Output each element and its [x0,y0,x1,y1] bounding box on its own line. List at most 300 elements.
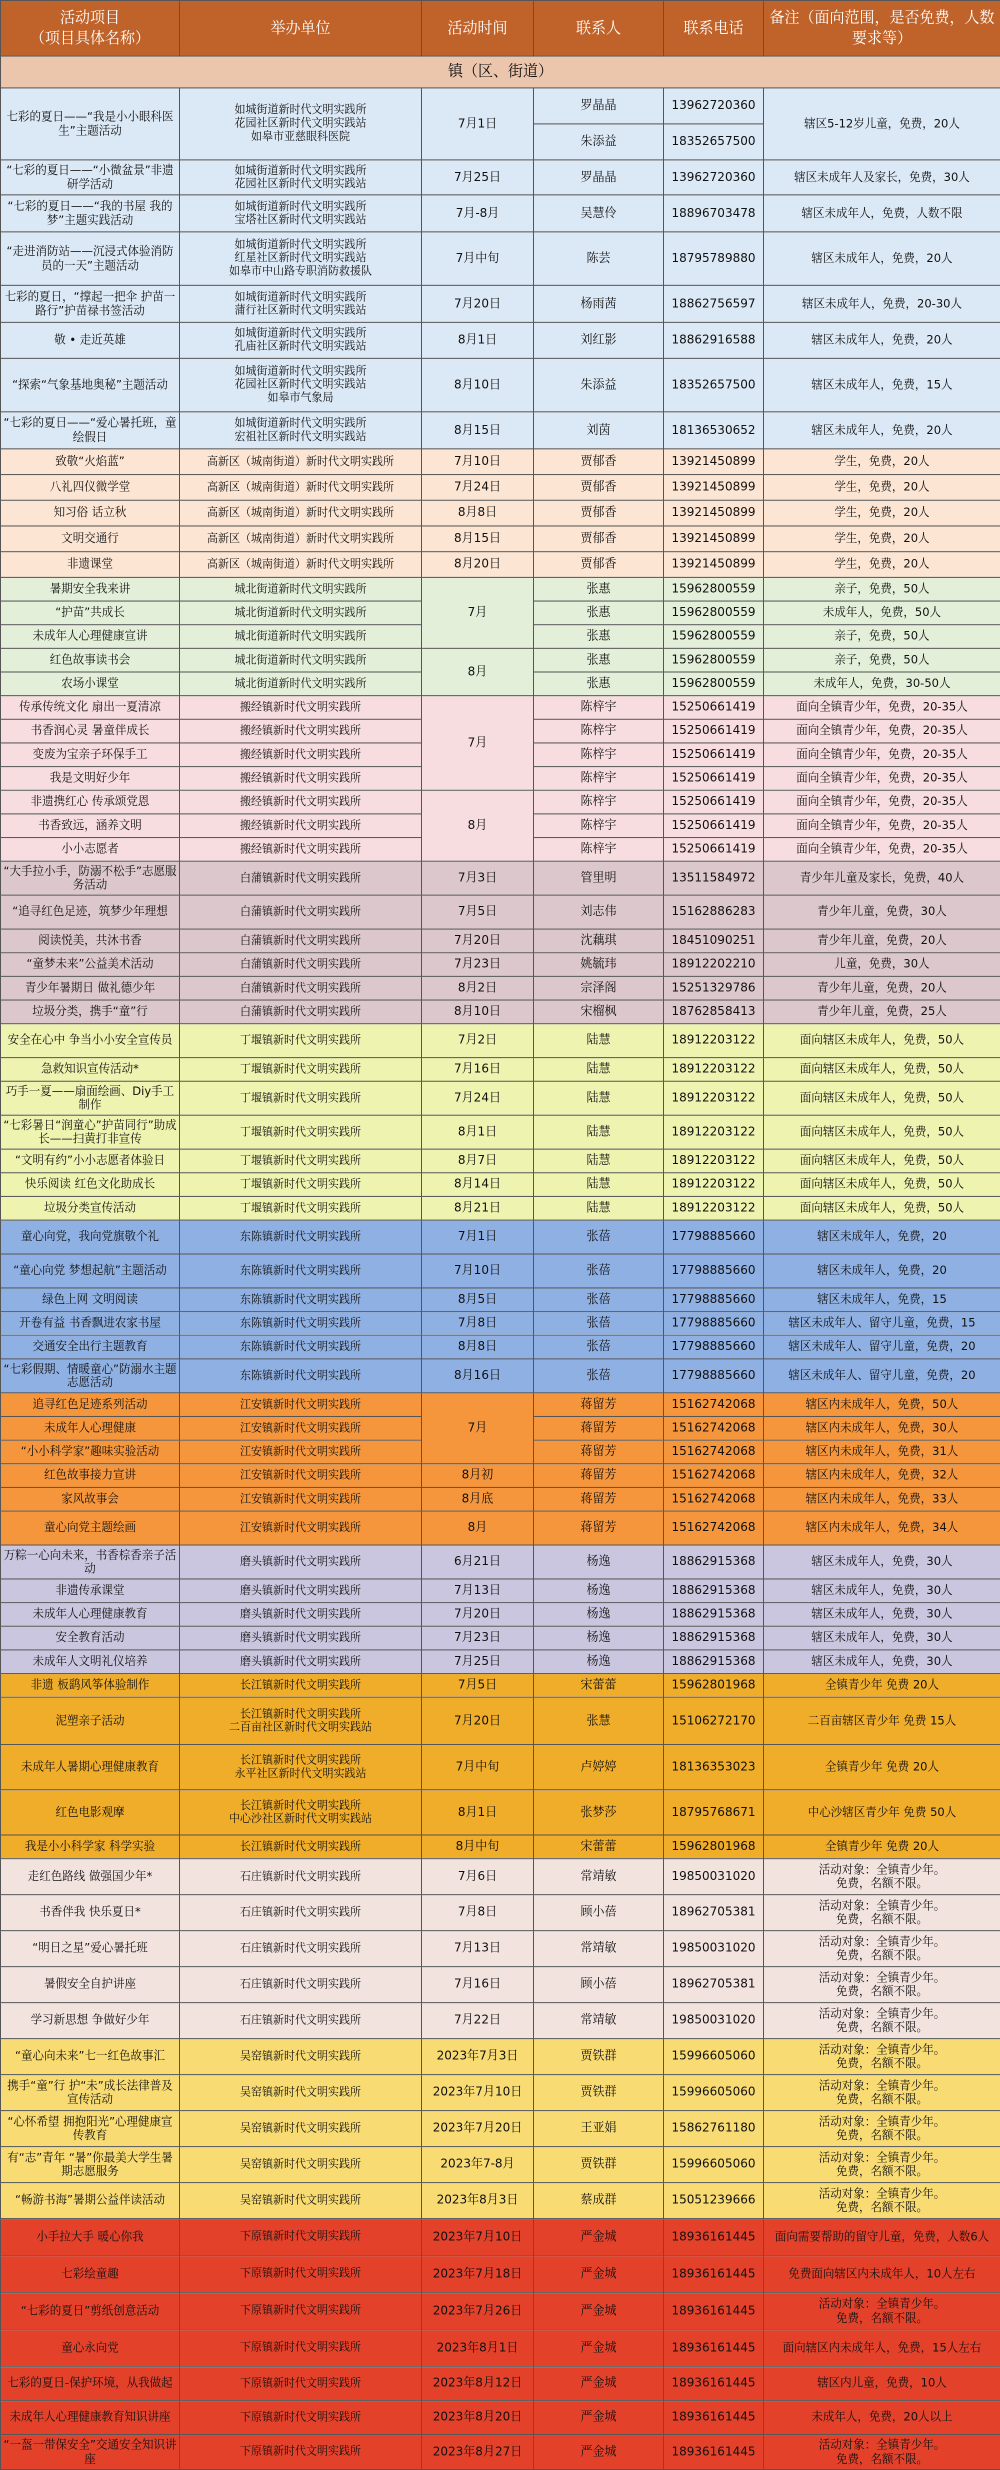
host-unit-cell: 如城街道新时代文明实践所 孔庙社区新时代文明实践站 [180,322,422,358]
contact-person-cell: 常靖敏 [534,2003,664,2039]
host-unit-cell: 吴窑镇新时代文明实践所 [180,2147,422,2183]
project-name-cell: “探索“气象基地奥秘”主题活动 [1,358,180,411]
remark-cell: 活动对象：全镇青少年。 免费，名额不限。 [764,2039,1000,2075]
activity-time-cell: 8月5日 [422,1288,534,1312]
contact-person-cell: 顾小蓓 [534,1895,664,1931]
host-unit-cell: 下原镇新时代文明实践所 [180,2401,422,2435]
activity-time-cell: 7月5日 [422,895,534,929]
activity-time-cell: 7月20日 [422,1697,534,1744]
table-row [1,2293,1000,2330]
activity-time-cell: 2023年7月3日 [422,2039,534,2075]
contact-person-cell: 张惠 [534,672,664,696]
header-host: 举办单位 [180,1,422,57]
remark-cell: 活动对象：全镇青少年。 免费，名额不限。 [764,2075,1000,2111]
project-name-cell: 我是文明好少年 [1,767,180,791]
remark-cell: 辖区未成年人，免费，30人 [764,1650,1000,1674]
phone-cell: 13921450899 [664,500,764,526]
phone-cell: 19850031020 [664,2003,764,2039]
remark-cell: 学生，免费，20人 [764,500,1000,526]
remark-cell: 面向全镇青少年，免费，20-35人 [764,838,1000,862]
table-row [1,1335,1000,1359]
phone-cell: 13511584972 [664,861,764,895]
contact-person-cell: 刘茵 [534,412,664,449]
table-body [1,56,1000,2469]
host-unit-cell: 下原镇新时代文明实践所 [180,2293,422,2330]
contact-person-cell: 宋榴枫 [534,1000,664,1024]
host-unit-cell: 江安镇新时代文明实践所 [180,1487,422,1511]
table-row [1,1081,1000,1115]
remark-cell: 活动对象：全镇青少年。 免费，名额不限。 [764,2293,1000,2330]
remark-cell: 面向需要帮助的留守儿童，免费，人数6人 [764,2219,1000,2256]
activity-time-cell: 8月初 [422,1464,534,1488]
table-row [1,1511,1000,1545]
contact-person-cell: 贾郁香 [534,526,664,552]
activity-time-cell: 2023年8月12日 [422,2367,534,2401]
project-name-cell: “七彩的夏日——“我的书屋 我的梦”主题实践活动 [1,195,180,232]
contact-person-cell: 宋蕾蕾 [534,1674,664,1698]
project-name-cell: 文明交通行 [1,526,180,552]
project-name-cell: 小小志愿者 [1,838,180,862]
remark-cell: 辖区未成年人，免费，20-30人 [764,285,1000,322]
phone-cell: 15250661419 [664,767,764,791]
remark-cell: 面向全镇青少年，免费，20-35人 [764,814,1000,838]
remark-cell: 辖区未成年人，免费，30人 [764,1579,1000,1603]
activity-time-cell: 2023年7月10日 [422,2219,534,2256]
phone-cell: 15962800559 [664,601,764,625]
contact-person-cell: 陈梓宇 [534,767,664,791]
table-row [1,1058,1000,1082]
table-row [1,1000,1000,1024]
activity-time-cell: 7月20日 [422,285,534,322]
phone-cell: 15162742068 [664,1487,764,1511]
table-row [1,1650,1000,1674]
activity-time-cell: 7月16日 [422,1058,534,1082]
phone-cell: 15996605060 [664,2147,764,2183]
table-row [1,2183,1000,2219]
phone-cell: 18795789880 [664,232,764,285]
remark-cell: 青少年儿童，免费，25人 [764,1000,1000,1024]
host-unit-cell: 丁堰镇新时代文明实践所 [180,1058,422,1082]
project-name-cell: 走红色路线 做强国少年* [1,1859,180,1895]
host-unit-cell: 磨头镇新时代文明实践所 [180,1603,422,1627]
activity-time-cell: 8月16日 [422,1359,534,1393]
activity-time-cell: 8月20日 [422,552,534,578]
phone-cell: 15250661419 [664,814,764,838]
project-name-cell: 未成年人文明礼仪培养 [1,1650,180,1674]
phone-cell: 15162742068 [664,1464,764,1488]
activity-time-cell: 7月8日 [422,1895,534,1931]
host-unit-cell: 石庄镇新时代文明实践所 [180,2003,422,2039]
host-unit-cell: 高新区（城南街道）新时代文明实践所 [180,449,422,475]
project-name-cell: “一盔一带保安全”交通安全知识讲座 [1,2435,180,2470]
host-unit-cell: 东陈镇新时代文明实践所 [180,1335,422,1359]
host-unit-cell: 搬经镇新时代文明实践所 [180,814,422,838]
phone-cell: 15962800559 [664,672,764,696]
project-name-cell: 红色故事接力宣讲 [1,1464,180,1488]
remark-cell: 未成年人，免费，50人 [764,601,1000,625]
host-unit-cell: 长江镇新时代文明实践所 二百亩社区新时代文明实践站 [180,1697,422,1744]
activity-time-cell: 8月2日 [422,976,534,1000]
table-row [1,358,1000,411]
host-unit-cell: 高新区（城南街道）新时代文明实践所 [180,500,422,526]
contact-person-cell: 严金城 [534,2256,664,2293]
activity-time-cell: 7月13日 [422,1931,534,1967]
activity-time-cell: 7月6日 [422,1859,534,1895]
project-name-cell: 安全教育活动 [1,1626,180,1650]
host-unit-cell: 如城街道新时代文明实践所 宝塔社区新时代文明实践站 [180,195,422,232]
host-unit-cell: 城北街道新时代文明实践所 [180,601,422,625]
project-name-cell: 未成年人心理健康 [1,1416,180,1440]
host-unit-cell: 东陈镇新时代文明实践所 [180,1288,422,1312]
project-name-cell: 有“志”青年 “暑”你最美大学生暑期志愿服务 [1,2147,180,2183]
contact-person-cell: 张蓓 [534,1288,664,1312]
project-name-cell: 青少年暑期日 做礼德少年 [1,976,180,1000]
contact-person-cell: 陆慧 [534,1058,664,1082]
table-row [1,929,1000,953]
table-row [1,577,1000,601]
host-unit-cell: 白蒲镇新时代文明实践所 [180,976,422,1000]
contact-person-cell: 张慧 [534,1697,664,1744]
remark-cell: 活动对象：全镇青少年。 免费，名额不限。 [764,2183,1000,2219]
activity-time-cell: 7月24日 [422,475,534,501]
project-name-cell: 巧手一夏——扇面绘画、Diy手工制作 [1,1081,180,1115]
phone-cell: 15962800559 [664,577,764,601]
host-unit-cell: 石庄镇新时代文明实践所 [180,1895,422,1931]
activity-time-cell: 7月1日 [422,1220,534,1254]
activity-time-cell: 2023年7月20日 [422,2111,534,2147]
header-note: 备注（面向范围，是否免费，人数要求等） [764,1,1000,57]
project-name-cell: “小小科学家”趣味实验活动 [1,1440,180,1464]
table-row [1,1024,1000,1058]
activity-time-cell: 7月25日 [422,160,534,195]
remark-cell: 二百亩辖区青少年 免费 15人 [764,1697,1000,1744]
remark-cell: 青少年儿童及家长，免费，40人 [764,861,1000,895]
phone-cell: 13921450899 [664,449,764,475]
phone-cell: 18136530652 [664,412,764,449]
phone-cell: 18962705381 [664,1895,764,1931]
contact-person-cell: 张蓓 [534,1254,664,1288]
host-unit-cell: 石庄镇新时代文明实践所 [180,1931,422,1967]
table-row [1,322,1000,358]
phone-cell: 15162742068 [664,1440,764,1464]
phone-cell: 15962800559 [664,648,764,672]
remark-cell: 辖区未成年人，免费，30人 [764,1545,1000,1579]
contact-person-cell: 蒋留芳 [534,1511,664,1545]
activity-time-cell: 7月 [422,1393,534,1464]
contact-person-cell: 陈梓宇 [534,838,664,862]
phone-cell: 18936161445 [664,2401,764,2435]
host-unit-cell: 如城街道新时代文明实践所 花园社区新时代文明实践站 如皋市气象局 [180,358,422,411]
remark-cell: 辖区未成年人，免费，30人 [764,1603,1000,1627]
table-row [1,1967,1000,2003]
table-row [1,895,1000,929]
host-unit-cell: 白蒲镇新时代文明实践所 [180,861,422,895]
project-name-cell: 未成年人心理健康教育 [1,1603,180,1627]
contact-person-cell: 杨逸 [534,1626,664,1650]
remark-cell: 辖区未成年人、留守儿童，免费，20 [764,1359,1000,1393]
host-unit-cell: 长江镇新时代文明实践所 中心沙社区新时代文明实践站 [180,1790,422,1835]
table-row [1,285,1000,322]
host-unit-cell: 吴窑镇新时代文明实践所 [180,2039,422,2075]
host-unit-cell: 搬经镇新时代文明实践所 [180,743,422,767]
table-row [1,2256,1000,2293]
phone-cell: 18862915368 [664,1545,764,1579]
remark-cell: 辖区内未成年人，免费，30人 [764,1416,1000,1440]
project-name-cell: 致敬“火焰蓝” [1,449,180,475]
phone-cell: 18912203122 [664,1081,764,1115]
phone-cell: 18862915368 [664,1579,764,1603]
project-name-cell: “心怀希望 拥抱阳光”心理健康宣传教育 [1,2111,180,2147]
project-name-cell: 七彩绘童趣 [1,2256,180,2293]
activity-time-cell: 8月10日 [422,358,534,411]
contact-person-cell: 刘志伟 [534,895,664,929]
remark-cell: 面向全镇青少年，免费，20-35人 [764,767,1000,791]
contact-person-cell: 贾郁香 [534,475,664,501]
project-name-cell: 七彩的夏日，“撑起一把伞 护苗一路行”护苗禄书签活动 [1,285,180,322]
contact-person-cell: 罗晶晶 [534,160,664,195]
phone-cell: 13921450899 [664,552,764,578]
phone-cell: 19850031020 [664,1859,764,1895]
project-name-cell: 七彩的夏日——“我是小小眼科医生”主题活动 [1,88,180,160]
activity-time-cell: 7月20日 [422,929,534,953]
contact-person-cell: 陈芸 [534,232,664,285]
host-unit-cell: 城北街道新时代文明实践所 [180,577,422,601]
table-row [1,552,1000,578]
host-unit-cell: 东陈镇新时代文明实践所 [180,1312,422,1336]
phone-cell: 13962720360 [664,160,764,195]
host-unit-cell: 长江镇新时代文明实践所 [180,1835,422,1859]
host-unit-cell: 江安镇新时代文明实践所 [180,1511,422,1545]
table-row [1,648,1000,672]
remark-cell: 全镇青少年 免费 20人 [764,1745,1000,1790]
remark-cell: 中心沙辖区青少年 免费 50人 [764,1790,1000,1835]
table-row [1,449,1000,475]
activity-time-cell: 8月21日 [422,1196,534,1220]
host-unit-cell: 搬经镇新时代文明实践所 [180,767,422,791]
phone-cell: 15996605060 [664,2075,764,2111]
activity-time-cell: 8月8日 [422,1335,534,1359]
project-name-cell: 追寻红色足迹系列活动 [1,1393,180,1417]
remark-cell: 辖区未成年人及家长，免费，30人 [764,160,1000,195]
table-row [1,1393,1000,1417]
host-unit-cell: 丁堰镇新时代文明实践所 [180,1149,422,1173]
host-unit-cell: 搬经镇新时代文明实践所 [180,696,422,720]
contact-person-cell: 张蓓 [534,1220,664,1254]
host-unit-cell: 丁堰镇新时代文明实践所 [180,1081,422,1115]
host-unit-cell: 下原镇新时代文明实践所 [180,2435,422,2470]
contact-person-cell: 卢婷婷 [534,1745,664,1790]
contact-person-cell: 蒋留芳 [534,1416,664,1440]
table-row [1,160,1000,195]
remark-cell: 亲子，免费，50人 [764,577,1000,601]
phone-cell: 15162886283 [664,895,764,929]
project-name-cell: 小手拉大手 暖心你我 [1,2219,180,2256]
activity-time-cell: 7月1日 [422,88,534,160]
contact-person-cell: 严金城 [534,2219,664,2256]
project-name-cell: 垃圾分类，携手“童”行 [1,1000,180,1024]
contact-person-cell: 贾铁群 [534,2039,664,2075]
phone-cell: 18912203122 [664,1115,764,1149]
activity-time-cell: 6月21日 [422,1545,534,1579]
activity-time-cell: 7月13日 [422,1579,534,1603]
activity-time-cell: 7月3日 [422,861,534,895]
project-name-cell: 学习新思想 争做好少年 [1,2003,180,2039]
contact-person-cell: 陈梓宇 [534,743,664,767]
remark-cell: 全镇青少年 免费 20人 [764,1674,1000,1698]
phone-cell: 19850031020 [664,1931,764,1967]
phone-cell: 17798885660 [664,1312,764,1336]
remark-cell: 免费面向辖区内未成年人，10人左右 [764,2256,1000,2293]
host-unit-cell: 东陈镇新时代文明实践所 [180,1254,422,1288]
table-row [1,475,1000,501]
phone-cell: 18936161445 [664,2367,764,2401]
activity-time-cell: 2023年8月3日 [422,2183,534,2219]
host-unit-cell: 白蒲镇新时代文明实践所 [180,929,422,953]
project-name-cell: 泥塑亲子活动 [1,1697,180,1744]
contact-person-cell: 朱添益 [534,358,664,411]
phone-cell: 15051239666 [664,2183,764,2219]
table-header [1,1,1000,57]
project-name-cell: 童心向党，我向党旗敬个礼 [1,1220,180,1254]
remark-cell: 面向辖区未成年人，免费，50人 [764,1115,1000,1149]
remark-cell: 青少年儿童，免费，20人 [764,976,1000,1000]
host-unit-cell: 下原镇新时代文明实践所 [180,2219,422,2256]
contact-person-cell: 陆慧 [534,1196,664,1220]
table-row [1,2367,1000,2401]
contact-person-cell: 杨逸 [534,1650,664,1674]
phone-cell: 18936161445 [664,2219,764,2256]
activity-time-cell: 8月 [422,1511,534,1545]
contact-person-cell: 常靖敏 [534,1859,664,1895]
activity-time-cell: 7月5日 [422,1674,534,1698]
activity-time-cell: 8月14日 [422,1173,534,1197]
project-name-cell: 快乐阅读 红色文化助成长 [1,1173,180,1197]
remark-cell: 未成年人，免费，20人以上 [764,2401,1000,2435]
activity-time-cell: 2023年7月26日 [422,2293,534,2330]
host-unit-cell: 东陈镇新时代文明实践所 [180,1220,422,1254]
host-unit-cell: 搬经镇新时代文明实践所 [180,838,422,862]
project-name-cell: 交通安全出行主题教育 [1,1335,180,1359]
phone-cell: 15162742068 [664,1416,764,1440]
remark-cell: 辖区未成年人，免费，20人 [764,412,1000,449]
contact-person-cell: 蒋留芳 [534,1393,664,1417]
host-unit-cell: 白蒲镇新时代文明实践所 [180,953,422,977]
project-name-cell: 非遗携红心 传承颂党恩 [1,790,180,814]
contact-person-cell: 陈梓宇 [534,790,664,814]
project-name-cell: “七彩假期、情暖童心”防溺水主题志愿活动 [1,1359,180,1393]
phone-cell: 18352657500 [664,358,764,411]
host-unit-cell: 如城街道新时代文明实践所 宏祖社区新时代文明实践站 [180,412,422,449]
phone-cell: 18912202210 [664,953,764,977]
remark-cell: 辖区未成年人、留守儿童，免费，15 [764,1312,1000,1336]
host-unit-cell: 丁堰镇新时代文明实践所 [180,1196,422,1220]
activity-time-cell: 7月10日 [422,1254,534,1288]
remark-cell: 辖区内未成年人，免费，33人 [764,1487,1000,1511]
project-name-cell: 未成年人心理健康宣讲 [1,625,180,649]
host-unit-cell: 丁堰镇新时代文明实践所 [180,1173,422,1197]
project-name-cell: “童心向党 梦想起航”主题活动 [1,1254,180,1288]
phone-cell: 17798885660 [664,1359,764,1393]
phone-cell: 18451090251 [664,929,764,953]
activity-time-cell: 8月15日 [422,526,534,552]
remark-cell: 辖区内未成年人，免费，31人 [764,1440,1000,1464]
project-name-cell: 农场小课堂 [1,672,180,696]
host-unit-cell: 江安镇新时代文明实践所 [180,1464,422,1488]
project-name-cell: 未成年人暑期心理健康教育 [1,1745,180,1790]
table-row [1,195,1000,232]
remark-cell: 活动对象：全镇青少年。 免费，名额不限。 [764,1931,1000,1967]
remark-cell: 辖区5-12岁儿童，免费，20人 [764,88,1000,160]
activity-time-cell: 8月10日 [422,1000,534,1024]
phone-cell: 18862915368 [664,1650,764,1674]
activity-time-cell: 8月底 [422,1487,534,1511]
activity-time-cell: 7月中旬 [422,232,534,285]
contact-person-cell: 杨逸 [534,1603,664,1627]
remark-cell: 亲子，免费，50人 [764,648,1000,672]
phone-cell: 15962800559 [664,625,764,649]
project-name-cell: 非遗 板鹞风筝体验制作 [1,1674,180,1698]
remark-cell: 青少年儿童，免费，30人 [764,895,1000,929]
project-name-cell: 我是小小科学家 科学实验 [1,1835,180,1859]
contact-person-cell: 沈藕琪 [534,929,664,953]
contact-person-cell: 严金城 [534,2293,664,2330]
table-row [1,2075,1000,2111]
table-row [1,1745,1000,1790]
contact-person-cell: 陆慧 [534,1115,664,1149]
project-name-cell: 开卷有益 书香飘进农家书屋 [1,1312,180,1336]
remark-cell: 辖区内儿童，免费，10人 [764,2367,1000,2401]
activity-time-cell: 7月2日 [422,1024,534,1058]
remark-cell: 活动对象：全镇青少年。 免费，名额不限。 [764,2435,1000,2470]
remark-cell: 面向全镇青少年，免费，20-35人 [764,743,1000,767]
project-name-cell: 垃圾分类宣传活动 [1,1196,180,1220]
project-name-cell: “文明有约”小小志愿者体验日 [1,1149,180,1173]
project-name-cell: 阅读悦美，共沐书香 [1,929,180,953]
remark-cell: 辖区未成年人，免费，15 [764,1288,1000,1312]
host-unit-cell: 高新区（城南街道）新时代文明实践所 [180,552,422,578]
host-unit-cell: 白蒲镇新时代文明实践所 [180,1000,422,1024]
phone-cell: 13962720360 [664,88,764,124]
host-unit-cell: 吴窑镇新时代文明实践所 [180,2183,422,2219]
remark-cell: 面向辖区未成年人，免费，50人 [764,1196,1000,1220]
host-unit-cell: 如城街道新时代文明实践所 蒲行社区新时代文明实践站 [180,285,422,322]
project-name-cell: 红色故事读书会 [1,648,180,672]
contact-person-cell: 张惠 [534,577,664,601]
phone-cell: 17798885660 [664,1220,764,1254]
phone-cell: 18962705381 [664,1967,764,2003]
project-name-cell: 童心向党主题绘画 [1,1511,180,1545]
phone-cell: 18762858413 [664,1000,764,1024]
phone-cell: 18795768671 [664,1790,764,1835]
phone-cell: 18912203122 [664,1173,764,1197]
project-name-cell: 家风故事会 [1,1487,180,1511]
table-row [1,2039,1000,2075]
contact-person-cell: 张惠 [534,648,664,672]
project-name-cell: “七彩的夏日——“小微盆景”非遗研学活动 [1,160,180,195]
remark-cell: 面向全镇青少年，免费，20-35人 [764,790,1000,814]
phone-cell: 15250661419 [664,743,764,767]
phone-cell: 18936161445 [664,2330,764,2367]
phone-cell: 18862756597 [664,285,764,322]
project-name-cell: “七彩暑日“润童心”护苗同行”助成长——扫黄打非宣传 [1,1115,180,1149]
phone-cell: 15250661419 [664,790,764,814]
phone-cell: 18936161445 [664,2293,764,2330]
contact-person-cell: 张蓓 [534,1335,664,1359]
table-row [1,2401,1000,2435]
project-name-cell: “畅游书海”暑期公益伴读活动 [1,2183,180,2219]
phone-cell: 18912203122 [664,1058,764,1082]
activity-time-cell: 2023年8月27日 [422,2435,534,2470]
